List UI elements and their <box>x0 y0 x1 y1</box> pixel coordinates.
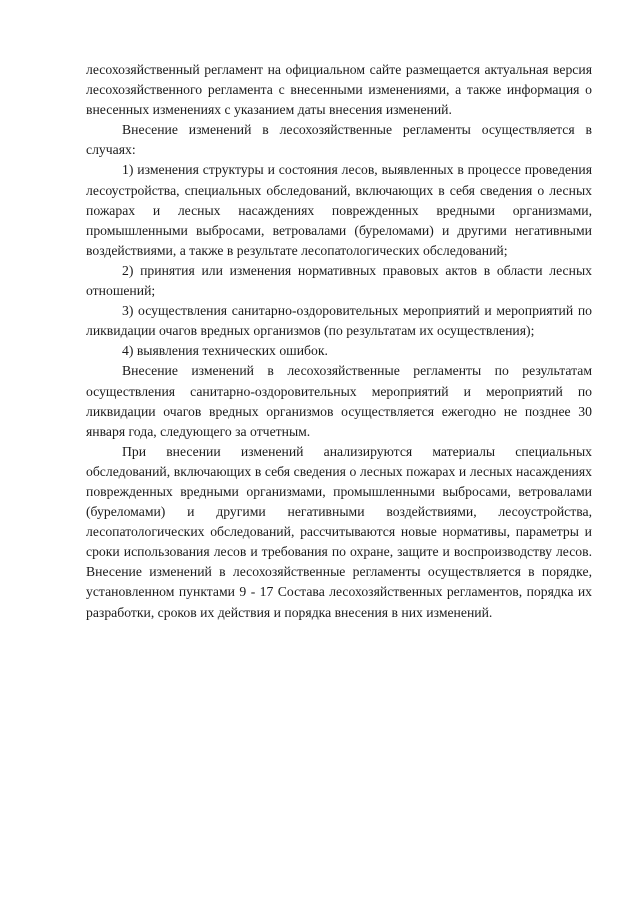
document-page <box>86 60 592 623</box>
list-item-4: 4) выявления технических ошибок. <box>122 343 328 359</box>
list-item-1: 1) изменения структуры и состояния лесов, выявленных в процессе проведения лесоустройства, специальных обследований, включающих в себя сведения о лесных пожарах и лесных насаждениях поврежденных вредными организмами, промышленными выбросами, ветровалами (буреломами) и другими негативными воздействиями, а также в результате лесопатологических обследований; <box>86 162 592 258</box>
paragraph-cases-intro: Внесение изменений в лесохозяйственные регламенты осуществляется в случаях: <box>86 122 592 158</box>
list-item-2: 2) принятия или изменения нормативных правовых актов в области лесных отношений; <box>86 262 592 299</box>
paragraph-analysis: При внесении изменений анализируются материалы специальных обследований, включающих в себя сведения о лесных пожарах и лесных насаждениях поврежденных вредными организмами, промышленными выбросами, ветровалами (буреломами) и другими негативными воздействиями, лесоустройства, лесопатологических обследований, рассчитываются новые нормативы, параметры и сроки использования лесов и требования по охране, защите и воспроизводству лесов. Внесение изменений в лесохозяйственные регламенты осуществляется в порядке, установленном пунктами 9 - 17 Состава лесохозяйственных регламентов, порядка их разработки, сроков их действия и порядка внесения в них изменений. <box>86 443 592 620</box>
paragraph-annual-deadline: Внесение изменений в лесохозяйственные регламенты по результатам осуществления санитарно-оздоровительных мероприятий и мероприятий по ликвидации очагов вредных организмов осуществляется ежегодно не позднее 30 января года, следующего за отчетным. <box>86 363 592 439</box>
list-item-3: 3) осуществления санитарно-оздоровительных мероприятий и мероприятий по ликвидации очагов вредных организмов (по результатам их осуществления); <box>86 303 592 339</box>
paragraph-continuation: лесохозяйственный регламент на официальном сайте размещается актуальная версия лесохозяйственного регламента с внесенными изменениями, а также информация о внесенных изменениях с указанием даты внесения изменений. <box>86 62 592 118</box>
